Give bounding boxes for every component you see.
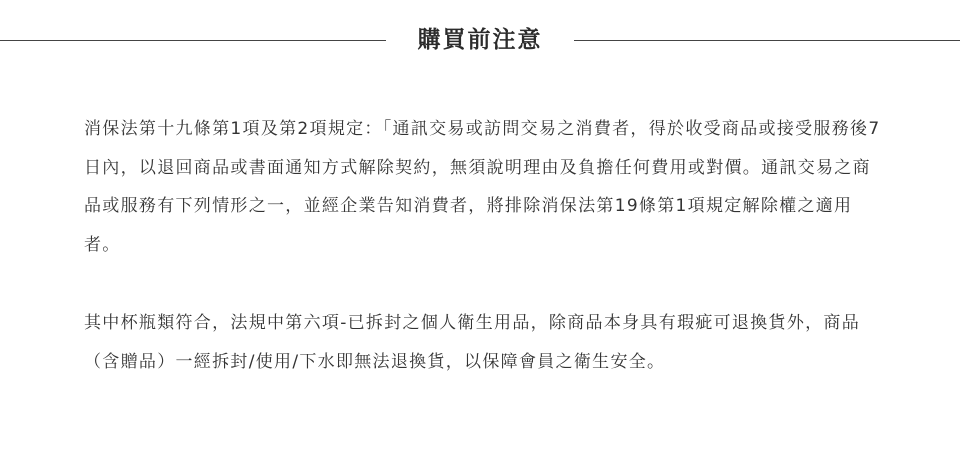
header-divider-left <box>0 40 386 41</box>
header-divider-right <box>574 40 960 41</box>
notice-body <box>84 110 884 381</box>
notice-title: 購買前注意 <box>417 27 543 53</box>
notice-paragraph-hygiene-items: 其中杯瓶類符合，法規中第六項-已拆封之個人衛生用品，除商品本身具有瑕疵可退換貨外，商品（含贈品）一經拆封/使用/下水即無法退換貨，以保障會員之衛生安全。 <box>84 313 861 372</box>
notice-header <box>0 18 960 64</box>
notice-paragraph-return-policy: 消保法第十九條第1項及第2項規定：「通訊交易或訪問交易之消費者，得於收受商品或接受服務後7日內，以退回商品或書面通知方式解除契約，無須說明理由及負擔任何費用或對價。通訊交易之商品或服務有下列情形之一，並經企業告知消費者，將排除消保法第19條第1項規定解除權之適用者。 <box>84 119 881 255</box>
